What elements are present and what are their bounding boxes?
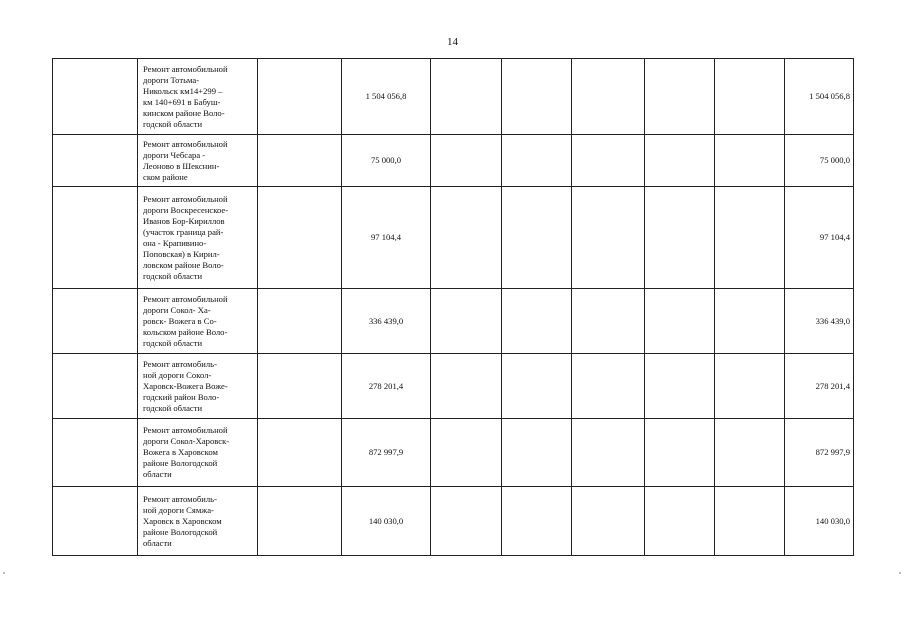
table-cell-empty (431, 354, 502, 419)
table-cell-empty (258, 487, 342, 556)
row-total: 872 997,9 (785, 419, 854, 487)
table-cell-empty (431, 419, 502, 487)
table-cell-empty (53, 289, 138, 354)
budget-table (52, 58, 854, 556)
row-amount: 140 030,0 (342, 487, 431, 556)
row-amount: 75 000,0 (342, 135, 431, 187)
page-number: 14 (447, 36, 458, 48)
table-cell-empty (572, 419, 645, 487)
row-description: Ремонт автомобильной дороги Воскресенское- Иванов Бор-Кириллов (участок граница рай- она - Крапивино- Поповская) в Кирил- ловском районе Воло- годской области (138, 187, 258, 289)
table-cell-empty (431, 187, 502, 289)
table-cell-empty (431, 487, 502, 556)
table-cell-empty (53, 59, 138, 135)
table-cell-empty (502, 59, 572, 135)
table-cell-empty (258, 289, 342, 354)
table-cell-empty (431, 135, 502, 187)
table-cell-empty (431, 59, 502, 135)
table-cell-empty (53, 354, 138, 419)
table-cell-empty (645, 59, 715, 135)
row-total: 278 201,4 (785, 354, 854, 419)
table-cell-empty (572, 59, 645, 135)
table-row (53, 59, 854, 135)
table-cell-empty (53, 487, 138, 556)
table-cell-empty (431, 289, 502, 354)
table-cell-empty (715, 487, 785, 556)
table-cell-empty (572, 135, 645, 187)
table-cell-empty (715, 289, 785, 354)
table-cell-empty (502, 289, 572, 354)
table-cell-empty (53, 135, 138, 187)
table-cell-empty (715, 187, 785, 289)
row-total: 140 030,0 (785, 487, 854, 556)
row-total: 97 104,4 (785, 187, 854, 289)
table-body (53, 59, 854, 556)
row-description: Ремонт автомобильной дороги Тотьма- Никольск км14+299 – км 140+691 в Бабуш- кинском районе Воло- годской области (138, 59, 258, 135)
table-cell-empty (502, 419, 572, 487)
table-cell-empty (502, 487, 572, 556)
table-cell-empty (645, 289, 715, 354)
table-cell-empty (258, 354, 342, 419)
table-cell-empty (715, 135, 785, 187)
row-description: Ремонт автомобильной дороги Чебсара - Леоново в Шекснин- ском районе (138, 135, 258, 187)
table-row (53, 289, 854, 354)
table-cell-empty (53, 187, 138, 289)
table-row (53, 135, 854, 187)
table-cell-empty (258, 59, 342, 135)
row-total: 336 439,0 (785, 289, 854, 354)
row-description: Ремонт автомобильной дороги Сокол- Ха- ровск- Вожега в Со- кольском районе Воло- годской области (138, 289, 258, 354)
table-cell-empty (572, 354, 645, 419)
row-amount: 97 104,4 (342, 187, 431, 289)
row-description: Ремонт автомобильной дороги Сокол-Харовск- Вожега в Харовском районе Вологодской области (138, 419, 258, 487)
row-amount: 872 997,9 (342, 419, 431, 487)
table-row (53, 187, 854, 289)
table-cell-empty (258, 419, 342, 487)
row-description: Ремонт автомобиль- ной дороги Сокол- Харовск-Вожега Воже- годский район Воло- годской области (138, 354, 258, 419)
table-cell-empty (502, 187, 572, 289)
table-cell-empty (645, 419, 715, 487)
table-cell-empty (258, 135, 342, 187)
table-cell-empty (572, 187, 645, 289)
row-total: 75 000,0 (785, 135, 854, 187)
table-cell-empty (502, 354, 572, 419)
table-row (53, 487, 854, 556)
table-cell-empty (715, 354, 785, 419)
scan-dot (899, 572, 901, 574)
table-cell-empty (645, 487, 715, 556)
table-cell-empty (645, 187, 715, 289)
row-amount: 278 201,4 (342, 354, 431, 419)
table-cell-empty (572, 289, 645, 354)
table-cell-empty (53, 419, 138, 487)
table-row (53, 354, 854, 419)
table-cell-empty (645, 135, 715, 187)
table-cell-empty (502, 135, 572, 187)
row-description: Ремонт автомобиль- ной дороги Сямжа- Харовск в Харовском районе Вологодской области (138, 487, 258, 556)
row-amount: 336 439,0 (342, 289, 431, 354)
table-cell-empty (715, 419, 785, 487)
table-cell-empty (645, 354, 715, 419)
row-total: 1 504 056,8 (785, 59, 854, 135)
table-row (53, 419, 854, 487)
scan-dot (3, 572, 5, 574)
table-cell-empty (715, 59, 785, 135)
row-amount: 1 504 056,8 (342, 59, 431, 135)
table-cell-empty (258, 187, 342, 289)
table-cell-empty (572, 487, 645, 556)
